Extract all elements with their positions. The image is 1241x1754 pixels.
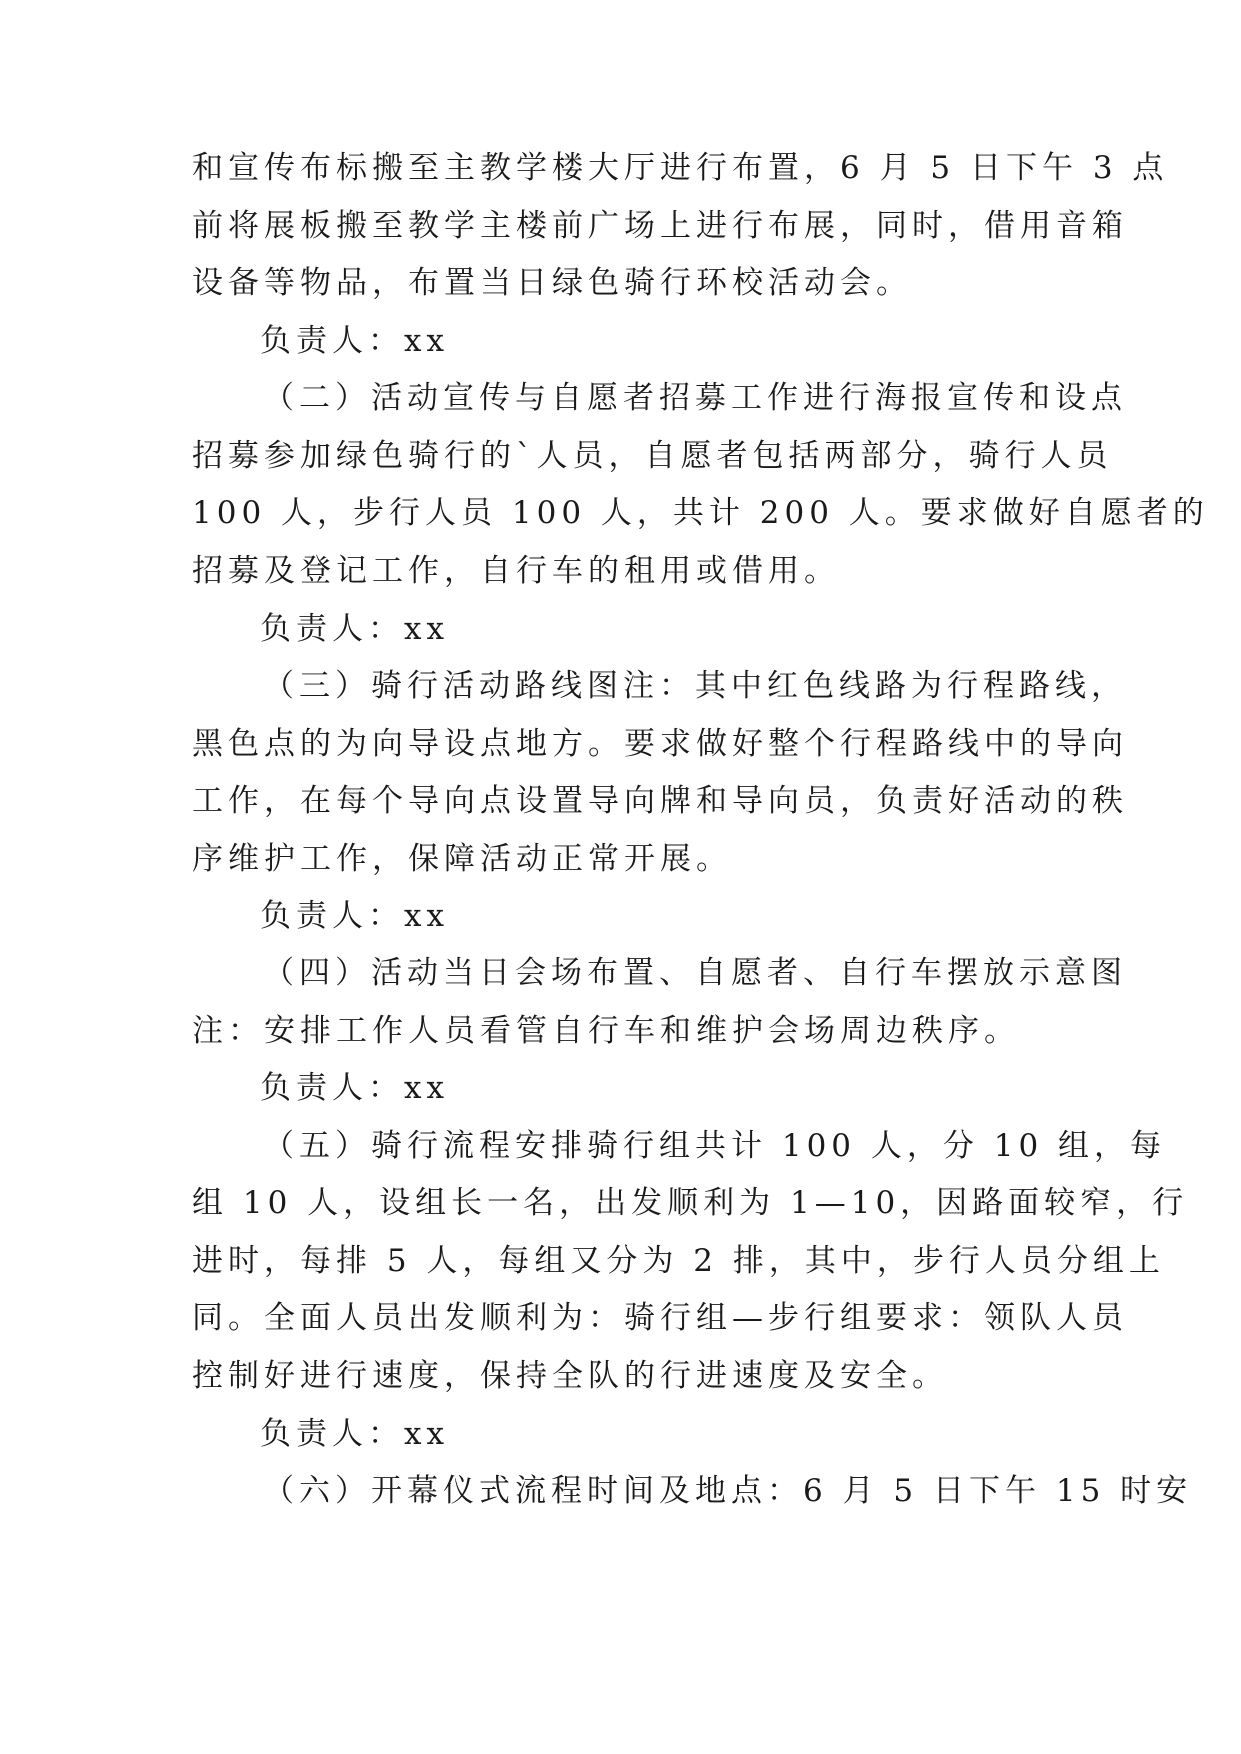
responsible-person: 负责人：xx (260, 898, 449, 934)
responsible-person: 负责人：xx (260, 323, 449, 359)
text-line: 设备等物品，布置当日绿色骑行环校活动会。 (192, 265, 912, 301)
text-line: 前将展板搬至教学主楼前广场上进行布展，同时，借用音箱 (192, 208, 1128, 244)
text-line: 和宣传布标搬至主教学楼大厅进行布置，6 月 5 日下午 3 点 (192, 150, 1169, 186)
section-heading-3: （三）骑行活动路线图注：其中红色线路为行程路线， (263, 668, 1127, 704)
text-line: 进时，每排 5 人，每组又分为 2 排，其中，步行人员分组上 (192, 1243, 1165, 1279)
text-line: 同。全面人员出发顺利为：骑行组—步行组要求：领队人员 (192, 1300, 1128, 1336)
responsible-person: 负责人：xx (260, 1070, 449, 1106)
text-line: 控制好进行速度，保持全队的行进速度及安全。 (192, 1358, 948, 1394)
text-line: 序维护工作，保障活动正常开展。 (192, 841, 732, 877)
responsible-person: 负责人：xx (260, 1416, 449, 1452)
responsible-person: 负责人：xx (260, 611, 449, 647)
text-line: 招募及登记工作，自行车的租用或借用。 (192, 553, 840, 589)
text-line: 100 人，步行人员 100 人，共计 200 人。要求做好自愿者的 (192, 495, 1209, 531)
text-line: 招募参加绿色骑行的`人员，自愿者包括两部分，骑行人员 (192, 438, 1113, 474)
text-line: 黑色点的为向导设点地方。要求做好整个行程路线中的导向 (192, 726, 1128, 762)
section-heading-4: （四）活动当日会场布置、自愿者、自行车摆放示意图 (263, 955, 1127, 991)
section-heading-5: （五）骑行流程安排骑行组共计 100 人，分 10 组，每 (263, 1128, 1167, 1164)
section-heading-2: （二）活动宣传与自愿者招募工作进行海报宣传和设点 (263, 380, 1127, 416)
text-line: 工作，在每个导向点设置导向牌和导向员，负责好活动的秩 (192, 783, 1128, 819)
text-line: 注：安排工作人员看管自行车和维护会场周边秩序。 (192, 1013, 1020, 1049)
text-line: 组 10 人，设组长一名，出发顺利为 1—10，因路面较窄，行 (192, 1185, 1189, 1221)
section-heading-6: （六）开幕仪式流程时间及地点：6 月 5 日下午 15 时安 (263, 1473, 1193, 1509)
